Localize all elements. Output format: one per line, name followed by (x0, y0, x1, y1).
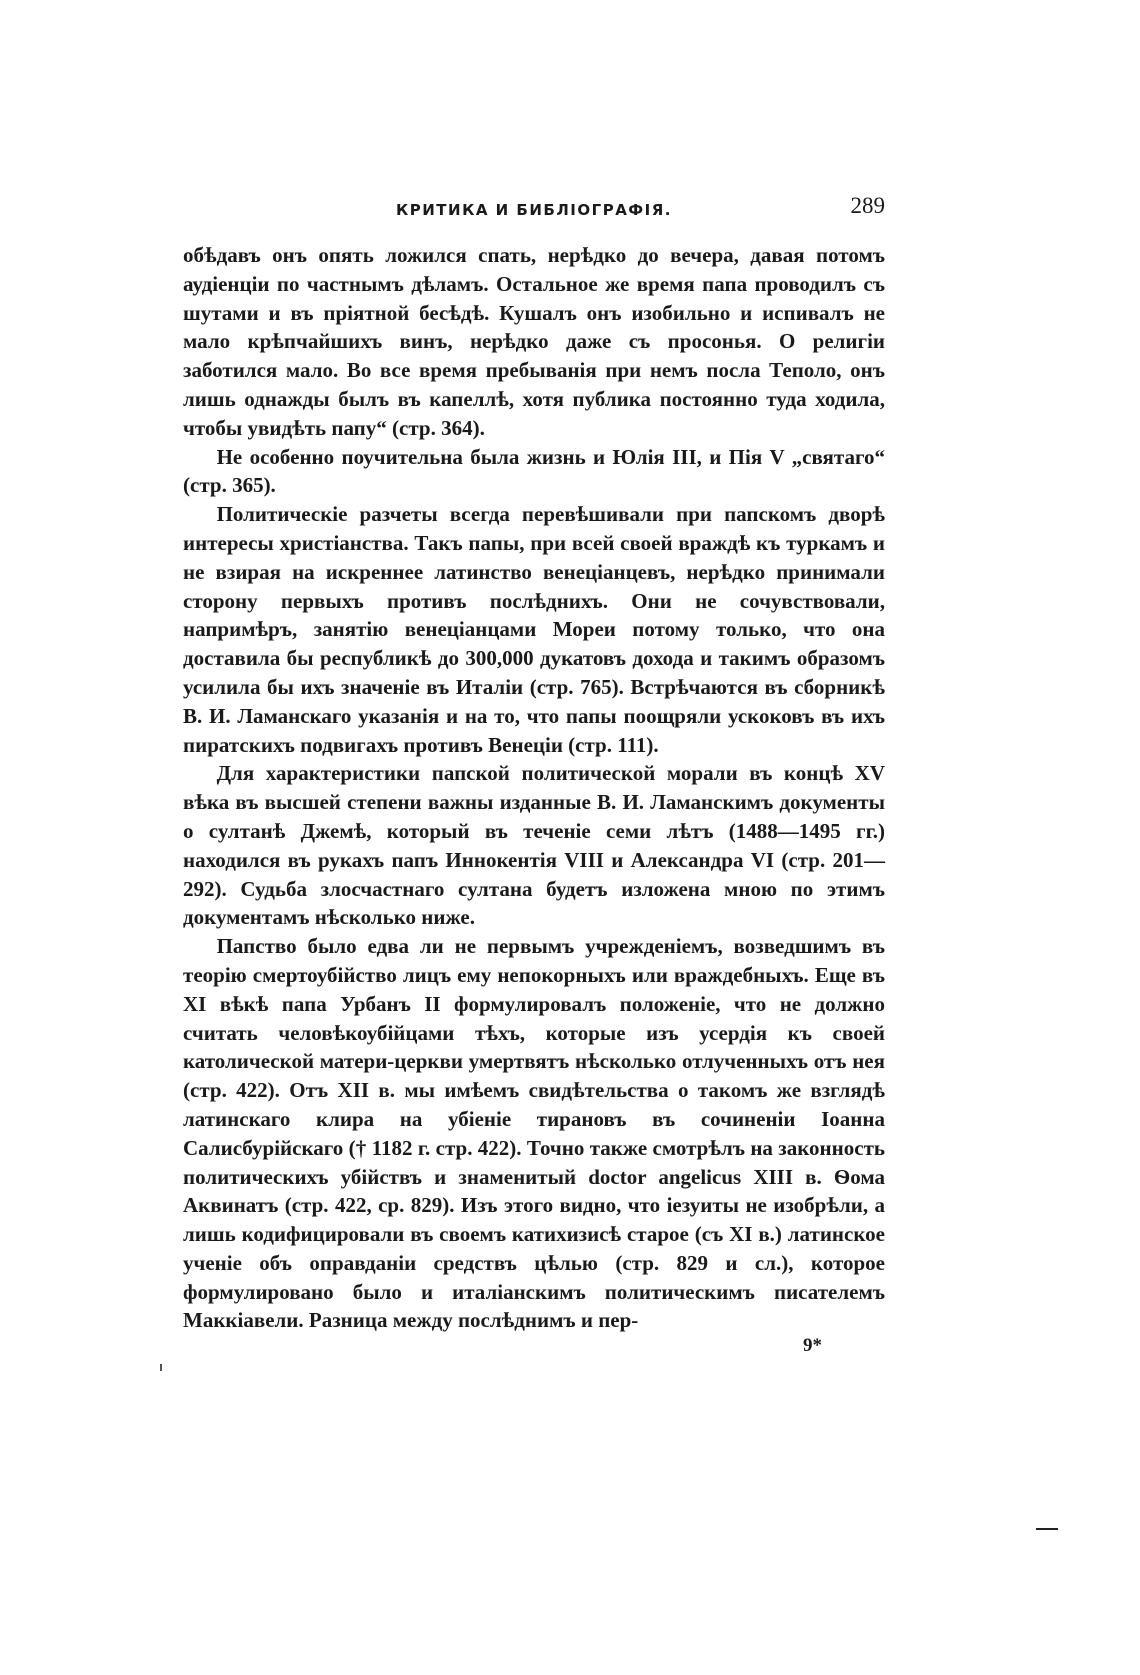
margin-mark (160, 1364, 162, 1371)
page-number: 289 (850, 193, 885, 218)
scan-dash-mark (1036, 1528, 1058, 1530)
paragraph-2: Не особенно поучительна была жизнь и Юлія III, и Пія V „святаго“ (стр. 365). (183, 444, 885, 498)
paragraph-3: Политическіе разчеты всегда перевѣшивали при папскомъ дворѣ интересы христіанства. Такъ папы, при всей своей враждѣ къ туркамъ и не взирая на искреннее латинство венеціанцевъ, нерѣдко принимали сторону первыхъ противъ послѣднихъ. Они не сочувствовали, напримѣръ, занятію венеціанцами Мореи потому только, что она доставила бы республикѣ до 300,000 дукатовъ дохода и такимъ образомъ усилила бы ихъ значеніе въ Италіи (стр. 765). Встрѣчаются въ сборникѣ В. И. Ламанскаго указанія и на то, что папы поощряли ускоковъ въ ихъ пиратскихъ подвигахъ противъ Венеціи (стр. 111). (183, 502, 885, 757)
paragraph-5: Папство было едва ли не первымъ учрежденіемъ, возведшимъ въ теорію смертоубійство лицъ ему непокорныхъ или враждебныхъ. Еще въ XI вѣкѣ папа Урбанъ II формулировалъ положеніе, что не должно считать человѣкоубійцами тѣхъ, которые изъ усердія къ своей католической матери-церкви умертвятъ нѣсколько отлученныхъ отъ нея (стр. 422). Отъ XII в. мы имѣемъ свидѣтельства о такомъ же взглядѣ латинскаго клира на убіеніе тирановъ въ сочиненіи Іоанна Салисбурійскаго († 1182 г. стр. 422). Точно также смотрѣлъ на законность политическихъ убійствъ и знаменитый doctor angelicus XIII в. Ѳома Аквинатъ (стр. 422, ср. 829). Изъ этого видно, что іезуиты не изобрѣли, а лишь кодифицировали въ своемъ катихизисѣ старое (съ XI в.) латинское ученіе объ оправданіи средствъ цѣлью (стр. 829 и сл.), которое формулировано было и италіанскимъ политическимъ писателемъ Маккіавели. Разница между послѣднимъ и пер- (183, 934, 885, 1333)
paragraph-1: обѣдавъ онъ опять ложился спать, нерѣдко до вечера, давая потомъ аудіенціи по частнымъ дѣламъ. Остальное же время папа проводилъ съ шутами и въ пріятной бесѣдѣ. Кушалъ онъ изобильно и испивалъ не мало крѣпчайшихъ винъ, нерѣдко даже съ просонья. О религіи заботился мало. Во все время пребыванія при немъ посла Теполо, онъ лишь однажды былъ въ капеллѣ, хотя публика постоянно туда ходила, чтобы увидѣть папу“ (стр. 364). (183, 243, 885, 440)
signature-mark: 9* (803, 1335, 822, 1356)
paragraph-4: Для характеристики папской политической морали въ концѣ XV вѣка въ высшей степени важны изданные В. И. Ламанскимъ документы о султанѣ Джемѣ, который въ теченіе семи лѣтъ (1488—1495 гг.) находился въ рукахъ папъ Иннокентія VIII и Александра VI (стр. 201—292). Судьба злосчастнаго султана будетъ изложена мною по этимъ документамъ нѣсколько ниже. (183, 761, 885, 930)
page-header (183, 193, 885, 227)
running-head: КРИТИКА И БИБЛІОГРАФІЯ. (395, 201, 673, 219)
body-text (183, 241, 885, 1335)
